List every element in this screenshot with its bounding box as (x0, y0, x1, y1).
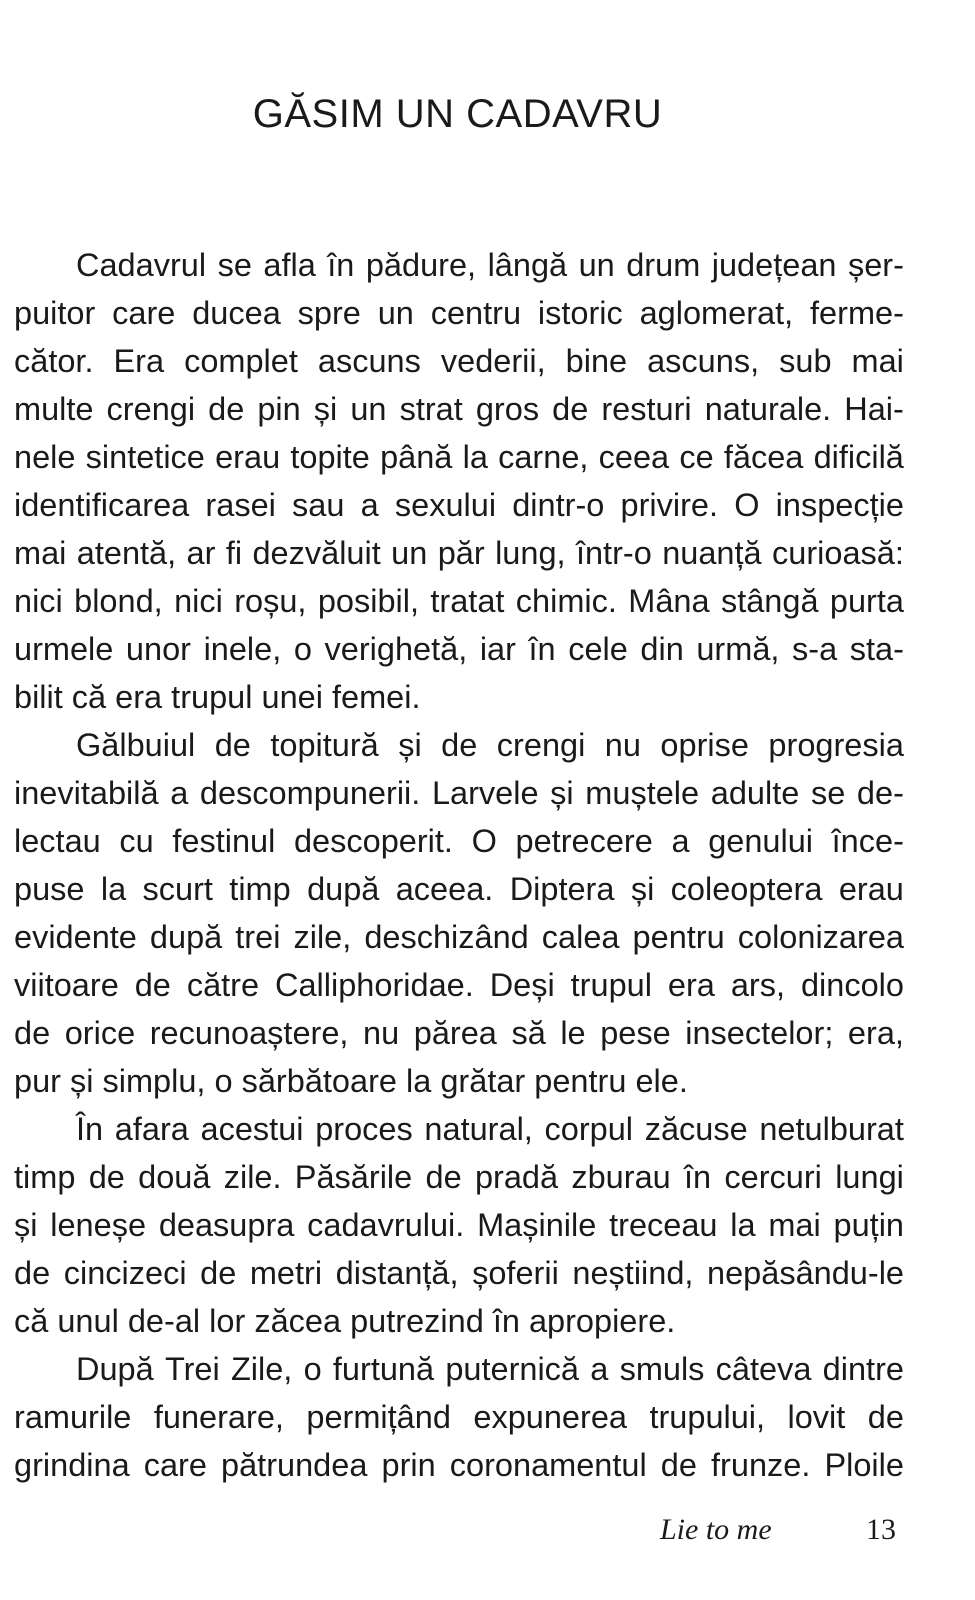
word: mai (851, 343, 904, 379)
word: furtună (332, 1351, 435, 1387)
word: puse (14, 871, 85, 907)
text-line (14, 337, 904, 385)
word: și (630, 871, 655, 907)
word: dificilă (813, 439, 904, 475)
word: puitor (14, 295, 96, 331)
word: aceea. (395, 871, 494, 907)
word: oprise (660, 727, 749, 763)
word: istoric (537, 295, 623, 331)
word: descoperit. (293, 823, 453, 859)
word: recunoaștere, (149, 1015, 349, 1051)
word: treceau (609, 1207, 718, 1243)
word: atentă, (76, 535, 177, 571)
text-line (14, 721, 904, 769)
word: erau (838, 871, 904, 907)
word: pin (257, 391, 301, 427)
word: că (14, 1303, 58, 1339)
word: curioasă: (772, 535, 904, 571)
word: până (380, 439, 453, 475)
text-line (14, 1249, 904, 1297)
word: de (14, 1255, 51, 1291)
word: leneșe (50, 1207, 147, 1243)
word: mai (14, 535, 67, 571)
word: strat (399, 391, 463, 427)
word: viitoare (14, 967, 119, 1003)
word: proces (315, 1111, 413, 1147)
word: mai (768, 1207, 821, 1243)
word: chimic. (515, 583, 617, 619)
word: și (70, 1063, 103, 1099)
word: sub (779, 343, 832, 379)
word: făcea (723, 439, 804, 475)
text-line (14, 769, 904, 817)
word: de (214, 727, 251, 763)
word: s-a (792, 631, 838, 667)
word: că (71, 679, 116, 715)
word: orice (64, 1015, 136, 1051)
word: dintre (822, 1351, 904, 1387)
word: sexului (394, 487, 497, 523)
word: ele. (635, 1063, 688, 1099)
word: bilit (14, 679, 72, 715)
word: ascuns (317, 343, 421, 379)
word: lor (209, 1303, 255, 1339)
text-line (14, 481, 904, 529)
word: lectau (14, 823, 101, 859)
word: colonizarea (737, 919, 904, 955)
word: era, (847, 1015, 904, 1051)
word: scurt (142, 871, 213, 907)
word: sau (292, 487, 345, 523)
word: nici (174, 583, 223, 619)
word: evidente (14, 919, 137, 955)
word: stângă (720, 583, 819, 619)
word: de (14, 1015, 51, 1051)
word: pentru (632, 919, 725, 955)
word: trei (235, 919, 281, 955)
word: păr (437, 535, 485, 571)
word: le (560, 1015, 586, 1051)
word: ce (679, 439, 714, 475)
word: ceea (598, 439, 670, 475)
word: nele (14, 439, 76, 475)
word: inevitabilă (14, 775, 159, 811)
word: deasupra (158, 1207, 295, 1243)
word: a (360, 487, 379, 523)
word: nu (363, 1015, 400, 1051)
text-line (14, 529, 904, 577)
word: cu (119, 823, 154, 859)
text-line (14, 1441, 904, 1489)
word: drum (626, 247, 701, 283)
word: carne, (498, 439, 589, 475)
word: Era (113, 343, 165, 379)
word: natural, (424, 1111, 533, 1147)
word: de (200, 1255, 237, 1291)
word: sărbătoare (241, 1063, 407, 1099)
word: Gălbuiul (76, 727, 196, 763)
text-line (14, 1393, 904, 1441)
word: câteva (715, 1351, 812, 1387)
word: crengi (496, 727, 586, 763)
word: timp (229, 871, 291, 907)
word: trupul (570, 967, 652, 1003)
text-line (14, 913, 904, 961)
word: în (327, 247, 355, 283)
word: centru (430, 295, 522, 331)
word: verighetă, (324, 631, 468, 667)
word: timp (14, 1159, 76, 1195)
word: de (88, 1159, 125, 1195)
word: ar (186, 535, 216, 571)
word: topitură (270, 727, 379, 763)
word: a (170, 775, 189, 811)
word: lungi (835, 1159, 904, 1195)
text-line (14, 241, 904, 289)
word: pădure, (365, 247, 477, 283)
word: pătrundea (221, 1447, 368, 1483)
word: Mâna (628, 583, 710, 619)
text-line (14, 385, 904, 433)
word: O (734, 487, 760, 523)
word: purta (829, 583, 904, 619)
word: deschizând (364, 919, 529, 955)
word: calea (541, 919, 620, 955)
chapter-title: GĂSIM UN CADAVRU (252, 92, 663, 136)
word: la (406, 1063, 441, 1099)
word: smuls (619, 1351, 705, 1387)
word: de (134, 967, 171, 1003)
word: zile. (223, 1159, 282, 1195)
word: dintr-o (512, 487, 605, 523)
word: se (217, 247, 252, 283)
word: După (76, 1351, 154, 1387)
word: descompunerii. (199, 775, 421, 811)
word: grătar (440, 1063, 535, 1099)
word: Zile, (230, 1351, 293, 1387)
word: unul (57, 1303, 128, 1339)
word: unor (125, 631, 191, 667)
word: complet (184, 343, 298, 379)
word: în (528, 631, 556, 667)
word: multe (14, 391, 94, 427)
word: șoferii (472, 1255, 559, 1291)
word: muștele (585, 775, 700, 811)
word: afara (114, 1111, 189, 1147)
word: Calliphoridae. (275, 967, 474, 1003)
word: un (377, 295, 414, 331)
word: un (391, 535, 428, 571)
word: a (671, 823, 690, 859)
word: dincolo (800, 967, 904, 1003)
word: trupul (171, 679, 262, 715)
word: Cadavrul (76, 247, 207, 283)
word: corpul (544, 1111, 634, 1147)
word: nu (604, 727, 641, 763)
word: la (730, 1207, 756, 1243)
word: în (492, 1303, 529, 1339)
word: pentru (534, 1063, 636, 1099)
word: dezvăluit (252, 535, 381, 571)
word: care (112, 295, 176, 331)
word: cadavrului. (307, 1207, 465, 1243)
word: netulburat (759, 1111, 904, 1147)
word: cincizeci (63, 1255, 187, 1291)
word: lângă (487, 247, 568, 283)
word: pradă (474, 1159, 559, 1195)
word: ascuns, (647, 343, 760, 379)
word: după (149, 919, 223, 955)
word: șer- (847, 247, 904, 283)
word: să (511, 1015, 546, 1051)
word: crengi (106, 391, 196, 427)
text-line (14, 1105, 904, 1153)
text-line (14, 1153, 904, 1201)
word: posibil, (317, 583, 419, 619)
word: un (578, 247, 615, 283)
text-line (14, 817, 904, 865)
word: Trei (164, 1351, 220, 1387)
word: neștiind, (572, 1255, 694, 1291)
word: Păsările (294, 1159, 413, 1195)
text-line (14, 577, 904, 625)
word: cercuri (724, 1159, 822, 1195)
word: cător. (14, 343, 94, 379)
word: erau (215, 439, 281, 475)
word: aglomerat, (639, 295, 794, 331)
word: rasei (205, 487, 276, 523)
word: adulte (710, 775, 800, 811)
word: după (307, 871, 380, 907)
word: în (684, 1159, 712, 1195)
word: simplu, (102, 1063, 215, 1099)
word: nuanță (662, 535, 762, 571)
word: pur (14, 1063, 71, 1099)
footer-book-title: Lie to me (660, 1513, 772, 1546)
word: nici (14, 583, 63, 619)
text-line (14, 865, 904, 913)
text-line (14, 961, 904, 1009)
word: la (462, 439, 488, 475)
word: fi (225, 535, 243, 571)
word: coronamentul (449, 1447, 647, 1483)
word: o (214, 1063, 242, 1099)
word: și (14, 1207, 38, 1243)
word: județean (711, 247, 837, 283)
word: O (471, 823, 497, 859)
word: de (552, 391, 589, 427)
word: lung, (495, 535, 566, 571)
word: prin (381, 1447, 436, 1483)
word: de (660, 1447, 697, 1483)
word: puțin (833, 1207, 904, 1243)
word: putrezind (350, 1303, 493, 1339)
word: ars, (730, 967, 786, 1003)
word: Diptera (509, 871, 615, 907)
word: expunerea (473, 1399, 627, 1435)
word: privire. (620, 487, 719, 523)
word: petrecere (515, 823, 653, 859)
word: cele (568, 631, 628, 667)
word: ferme- (810, 295, 904, 331)
word: metri (249, 1255, 323, 1291)
footer-page-number: 13 (866, 1513, 896, 1546)
word: zburau (571, 1159, 671, 1195)
word: de (208, 391, 245, 427)
word: două (138, 1159, 211, 1195)
text-line (14, 1201, 904, 1249)
word: Deși (489, 967, 555, 1003)
word: festinul (172, 823, 276, 859)
word: urmă, (696, 631, 780, 667)
word: grindina (14, 1447, 130, 1483)
word: topite (290, 439, 370, 475)
word: puternică (445, 1351, 580, 1387)
word: de (425, 1159, 462, 1195)
word: insectelor; (685, 1015, 834, 1051)
word: gros (475, 391, 540, 427)
word: se (810, 775, 846, 811)
word: zăcea (254, 1303, 351, 1339)
word: de (441, 727, 478, 763)
text-line (14, 433, 904, 481)
text-line (14, 1345, 904, 1393)
word: o (303, 1351, 322, 1387)
word: progresia (768, 727, 904, 763)
word: identificarea (14, 487, 190, 523)
word: pese (600, 1015, 671, 1051)
word: și (313, 391, 338, 427)
word: din (640, 631, 684, 667)
word: de-al (127, 1303, 210, 1339)
word: resturi (601, 391, 692, 427)
word: inspecție (775, 487, 904, 523)
word: apropiere. (528, 1303, 676, 1339)
word: coleoptera (670, 871, 823, 907)
word: sta- (849, 631, 904, 667)
word: unei (261, 679, 332, 715)
text-line (14, 625, 904, 673)
word: un (350, 391, 387, 427)
word: vederii, (440, 343, 546, 379)
word: de (867, 1399, 904, 1435)
word: era (115, 679, 172, 715)
word: Hai- (844, 391, 904, 427)
text-line (14, 289, 904, 337)
text-line (14, 1009, 904, 1057)
word: Larvele (431, 775, 539, 811)
word: părea (413, 1015, 497, 1051)
word: frunze. (711, 1447, 811, 1483)
text-line (14, 673, 904, 721)
word: În (76, 1111, 104, 1147)
word: bine (565, 343, 628, 379)
word: sintetice (85, 439, 205, 475)
word: inele, (203, 631, 282, 667)
word: iar (479, 631, 516, 667)
chapter-body-text (14, 241, 904, 1489)
word: ramurile (14, 1399, 132, 1435)
word: afla (263, 247, 316, 283)
word: funerare, (153, 1399, 284, 1435)
word: care (143, 1447, 207, 1483)
word: de- (856, 775, 904, 811)
word: trupului, (649, 1399, 766, 1435)
word: spre (297, 295, 361, 331)
word: urmele (14, 631, 114, 667)
word: o (293, 631, 312, 667)
word: roșu, (234, 583, 307, 619)
text-line (14, 1297, 904, 1345)
word: genului (708, 823, 814, 859)
word: Ploile (824, 1447, 904, 1483)
word: blond, (74, 583, 163, 619)
word: lovit (787, 1399, 846, 1435)
word: zile, (293, 919, 352, 955)
word: femei. (331, 679, 421, 715)
word: și (398, 727, 422, 763)
word: nepăsându-le (707, 1255, 904, 1291)
word: distanță, (335, 1255, 459, 1291)
word: la (100, 871, 127, 907)
word: ducea (192, 295, 281, 331)
word: într-o (575, 535, 652, 571)
word: înce- (831, 823, 904, 859)
word: acestui (200, 1111, 304, 1147)
word: tratat (430, 583, 505, 619)
word: permițând (306, 1399, 451, 1435)
word: și (550, 775, 574, 811)
text-line (14, 1057, 904, 1105)
word: către (186, 967, 260, 1003)
word: a (590, 1351, 609, 1387)
word: zăcuse (644, 1111, 748, 1147)
word: Mașinile (477, 1207, 597, 1243)
word: era (667, 967, 715, 1003)
word: naturale. (704, 391, 832, 427)
